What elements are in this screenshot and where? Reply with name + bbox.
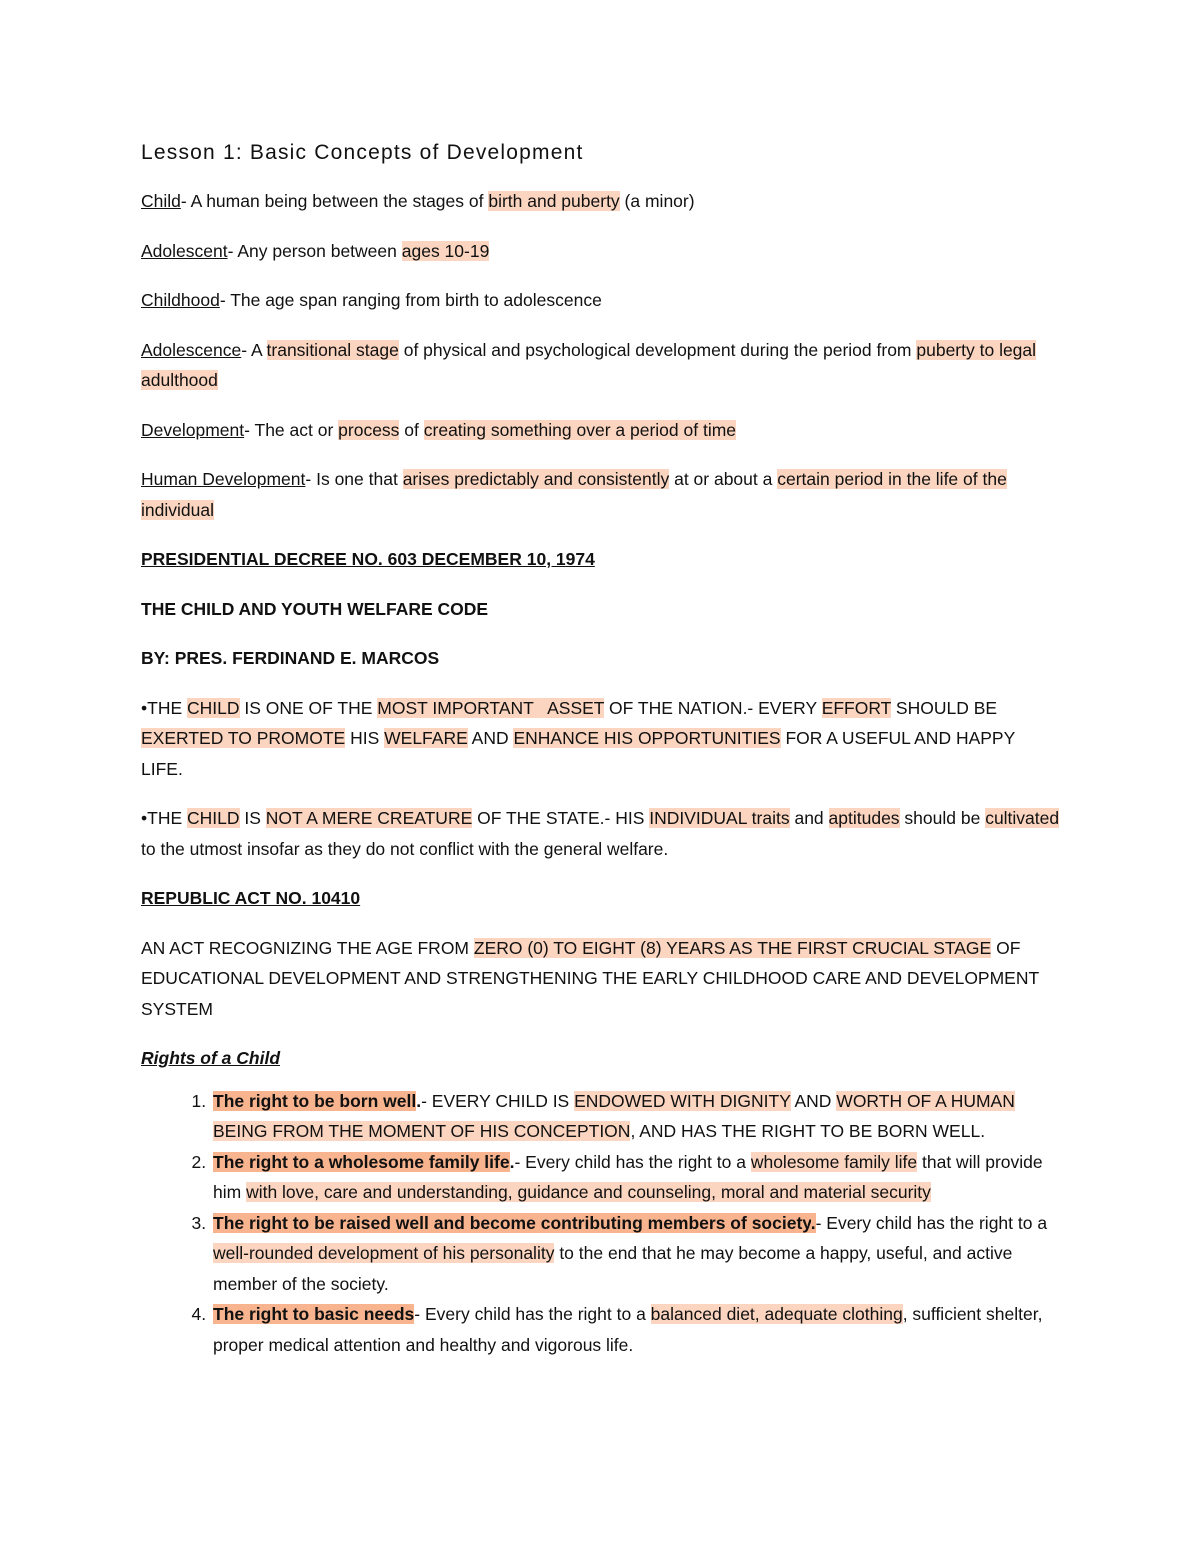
highlight: wholesome family life bbox=[750, 1151, 918, 1172]
highlight: with love, care and understanding, guidance and counseling, moral and material security bbox=[246, 1182, 931, 1202]
highlight: ages 10-19 bbox=[401, 240, 490, 261]
definition-adolescent: Adolescent- Any person between ages 10-19 bbox=[141, 240, 490, 261]
pd603-bullet-1: •THE CHILD IS ONE OF THE MOST IMPORTANT ASSET OF THE NATION.- EVERY EFFORT SHOULD BE EXERTED TO PROMOTE HIS WELFARE AND ENHANCE HIS OPPORTUNITIES FOR A USEFUL AND HAPPY LIFE. bbox=[141, 697, 1015, 779]
highlight: ENHANCE HIS OPPORTUNITIES bbox=[513, 728, 781, 748]
highlight: EXERTED TO PROMOTE bbox=[141, 728, 346, 748]
pd603-bullet-2: •THE CHILD IS NOT A MERE CREATURE OF THE STATE.- HIS INDIVIDUAL traits and aptitudes should be cultivated to the utmost insofar as they do not conflict with the general welfare. bbox=[141, 808, 1060, 859]
right-title: The right to be born well bbox=[213, 1090, 417, 1111]
right-title: The right to basic needs bbox=[213, 1304, 415, 1324]
term: Adolescent bbox=[141, 240, 228, 261]
list-item: 4. The right to basic needs- Every child has the right to a balanced diet, adequate clothing, sufficient shelter, proper medical attention and healthy and vigorous life. bbox=[211, 1299, 1060, 1360]
highlight: WELFARE bbox=[384, 728, 468, 748]
code-title: THE CHILD AND YOUTH WELFARE CODE bbox=[141, 598, 489, 619]
highlight: arises predictably and consistently bbox=[402, 469, 670, 489]
rights-heading: Rights of a Child bbox=[141, 1048, 281, 1068]
code-author: BY: PRES. FERDINAND E. MARCOS bbox=[141, 648, 440, 668]
highlight: certain period in the life of the individual bbox=[141, 469, 1007, 520]
term: Adolescence bbox=[141, 339, 242, 360]
list-item: 1. The right to be born well.- EVERY CHILD IS ENDOWED WITH DIGNITY AND WORTH OF A HUMAN BEING FROM THE MOMENT OF HIS CONCEPTION, AND HAS THE RIGHT TO BE BORN WELL. bbox=[211, 1086, 1060, 1147]
rights-list bbox=[141, 1086, 1060, 1361]
page-title: Lesson 1: Basic Concepts of Development bbox=[141, 141, 584, 164]
highlight: birth and puberty bbox=[488, 191, 620, 211]
definition-child: Child- A human being between the stages of birth and puberty (a minor) bbox=[141, 191, 695, 211]
highlight: WORTH OF A HUMAN BEING FROM THE MOMENT OF HIS CONCEPTION bbox=[213, 1090, 1015, 1141]
term: Development bbox=[141, 419, 245, 440]
highlight: cultivated bbox=[985, 808, 1060, 828]
highlight: CHILD bbox=[187, 697, 240, 718]
term: Childhood bbox=[141, 290, 220, 310]
highlight: ZERO (0) TO EIGHT (8) YEARS AS THE FIRST CRUCIAL STAGE bbox=[473, 937, 992, 958]
definition-childhood: Childhood- The age span ranging from birth to adolescence bbox=[141, 290, 602, 310]
ra10410-heading: REPUBLIC ACT NO. 10410 bbox=[141, 888, 361, 908]
highlight: process bbox=[338, 419, 400, 440]
highlight: creating something over a period of time bbox=[423, 419, 737, 440]
highlight: MOST IMPORTANT ASSET bbox=[377, 697, 605, 718]
right-title: The right to a wholesome family life bbox=[213, 1151, 510, 1172]
highlight: well-rounded development of his personality bbox=[213, 1243, 555, 1263]
highlight: puberty to legal adulthood bbox=[141, 339, 1037, 390]
list-item: 2. The right to a wholesome family life.- Every child has the right to a wholesome family life that will provide him with love, care and understanding, guidance and counseling, moral and material security bbox=[211, 1147, 1060, 1208]
definition-development: Development- The act or process of creating something over a period of time bbox=[141, 419, 737, 440]
highlight: ENDOWED WITH DIGNITY bbox=[574, 1090, 791, 1111]
highlight: balanced diet, adequate clothing bbox=[650, 1304, 903, 1324]
list-item: 3. The right to be raised well and become contributing members of society.- Every child has the right to a well-rounded development of his personality to the end that he may become a happy, useful, and active member of the society. bbox=[211, 1208, 1060, 1300]
highlight: EFFORT bbox=[821, 697, 892, 718]
definition-adolescence: Adolescence- A transitional stage of physical and psychological development during the period from puberty to legal adulthood bbox=[141, 339, 1037, 390]
pd603-heading: PRESIDENTIAL DECREE NO. 603 DECEMBER 10, 1974 bbox=[141, 549, 595, 569]
highlight: aptitudes bbox=[828, 808, 900, 828]
definition-human-development: Human Development- Is one that arises predictably and consistently at or about a certain period in the life of the individual bbox=[141, 469, 1007, 520]
highlight: INDIVIDUAL traits bbox=[649, 808, 790, 828]
term: Human Development bbox=[141, 469, 306, 489]
right-title: The right to be raised well and become contributing members of society bbox=[213, 1212, 811, 1233]
ra10410-text: AN ACT RECOGNIZING THE AGE FROM ZERO (0) TO EIGHT (8) YEARS AS THE FIRST CRUCIAL STAGE OF EDUCATIONAL DEVELOPMENT AND STRENGTHENING THE EARLY CHILDHOOD CARE AND DEVELOPMENT SYSTEM bbox=[141, 937, 1039, 1019]
highlight: NOT A MERE CREATURE bbox=[265, 808, 473, 828]
highlight: CHILD bbox=[187, 808, 240, 828]
term: Child bbox=[141, 191, 181, 211]
highlight: transitional stage bbox=[266, 339, 399, 360]
